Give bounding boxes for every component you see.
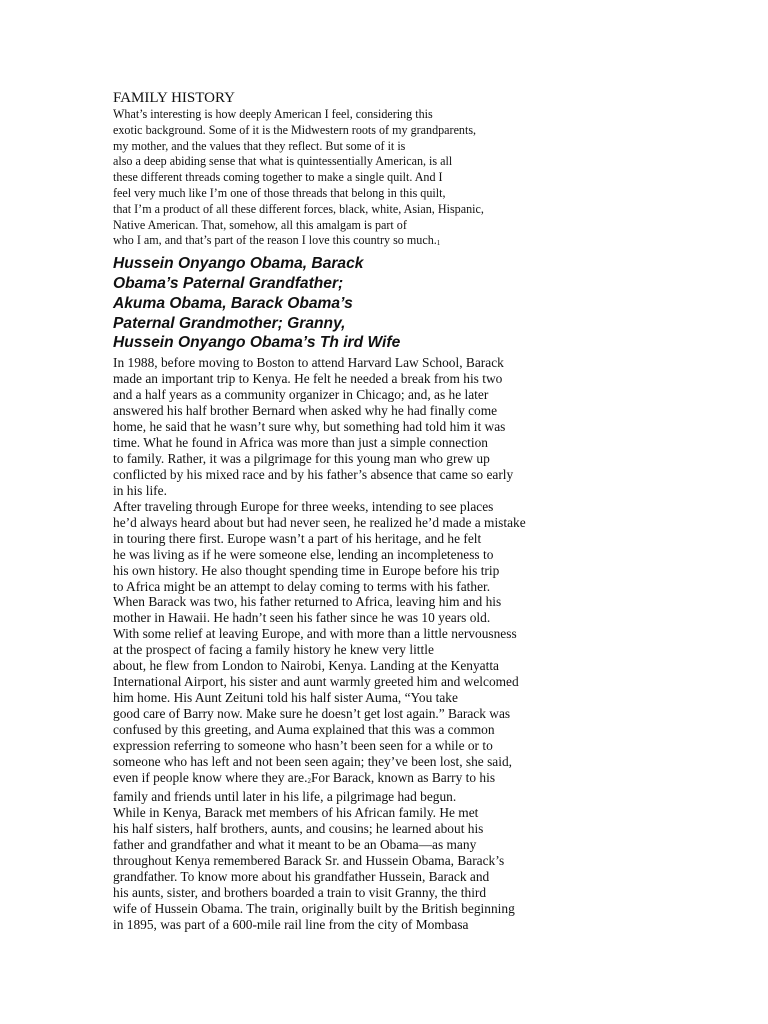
- body-line: mother in Hawaii. He hadn’t seen his father since he was 10 years old.: [113, 610, 491, 626]
- body-line: his own history. He also thought spending time in Europe before his trip: [113, 562, 500, 578]
- body-line: in touring there first. Europe wasn’t a part of his heritage, and he felt: [113, 530, 482, 546]
- body-text: [113, 355, 553, 932]
- body-line: in his life.: [113, 482, 167, 498]
- intro-line: that I’m a product of all these different forces, black, white, Asian, Hispanic,: [113, 201, 484, 216]
- body-line-text: even if people know where they are.: [113, 769, 308, 785]
- body-line: throughout Kenya remembered Barack Sr. and Hussein Obama, Barack’s: [113, 852, 505, 868]
- intro-line: exotic background. Some of it is the Midwestern roots of my grandparents,: [113, 122, 477, 137]
- intro-line: also a deep abiding sense that what is quintessentially American, is all: [113, 154, 453, 169]
- body-line: When Barack was two, his father returned to Africa, leaving him and his: [113, 594, 502, 610]
- body-line: grandfather. To know more about his grandfather Hussein, Barack and: [113, 868, 490, 884]
- body-line: his half sisters, half brothers, aunts, and cousins; he learned about his: [113, 820, 484, 836]
- body-line-with-footnote: [113, 770, 553, 789]
- body-line: and a half years as a community organizer in Chicago; and, as he later: [113, 387, 489, 403]
- body-line: he’d always heard about but had never seen, he realized he’d made a mistake: [113, 514, 526, 530]
- body-line: answered his half brother Bernard when asked why he had finally come: [113, 403, 498, 419]
- intro-line: these different threads coming together to make a single quilt. And I: [113, 170, 443, 185]
- body-line: he was living as if he were someone else, lending an incompleteness to: [113, 546, 494, 562]
- intro-line-text: who I am, and that’s part of the reason I love this country so much.: [113, 233, 437, 248]
- heading-line: Hussein Onyango Obama’s Th ird Wife: [113, 334, 401, 352]
- body-line: home, he said that he wasn’t sure why, but something had told him it was: [113, 418, 506, 434]
- body-line: at the prospect of facing a family history he knew very little: [113, 642, 434, 658]
- chapter-heading: [113, 254, 553, 353]
- body-line: International Airport, his sister and aunt warmly greeted him and welcomed: [113, 674, 519, 690]
- heading-line: Akuma Obama, Barack Obama’s: [113, 294, 353, 312]
- body-line: father and grandfather and what it meant to be an Obama—as many: [113, 836, 477, 852]
- body-line: After traveling through Europe for three weeks, intending to see places: [113, 498, 494, 514]
- intro-line: Native American. That, somehow, all this amalgam is part of: [113, 217, 407, 232]
- body-line: With some relief at leaving Europe, and with more than a little nervousness: [113, 626, 517, 642]
- heading-line: Hussein Onyango Obama, Barack: [113, 255, 364, 273]
- body-line: good care of Barry now. Make sure he doesn’t get lost again.” Barack was: [113, 706, 511, 722]
- body-line: family and friends until later in his life, a pilgrimage had begun.: [113, 788, 457, 804]
- body-line: expression referring to someone who hasn’t been seen for a while or to: [113, 738, 493, 754]
- body-line: to Africa might be an attempt to delay coming to terms with his father.: [113, 578, 491, 594]
- body-line: in 1895, was part of a 600-mile rail line from the city of Mombasa: [113, 916, 469, 932]
- body-line: him home. His Aunt Zeituni told his half sister Auma, “You take: [113, 690, 458, 706]
- intro-quote: [113, 107, 553, 251]
- footnote-marker-2: 2: [307, 776, 311, 785]
- body-line: confused by this greeting, and Auma explained that this was a common: [113, 722, 495, 738]
- body-line: made an important trip to Kenya. He felt he needed a break from his two: [113, 371, 503, 387]
- footnote-marker-1: 1: [436, 239, 441, 248]
- body-line-text-tail: For Barack, known as Barry to his: [310, 769, 496, 785]
- body-line: In 1988, before moving to Boston to attend Harvard Law School, Barack: [113, 355, 504, 371]
- intro-line: feel very much like I’m one of those threads that belong in this quilt,: [113, 185, 446, 200]
- section-title: FAMILY HISTORY: [113, 90, 235, 106]
- body-line: conflicted by his mixed race and by his father’s absence that came so early: [113, 466, 514, 482]
- heading-line: Obama’s Paternal Grandfather;: [113, 274, 344, 292]
- body-line: time. What he found in Africa was more than just a simple connection: [113, 434, 488, 450]
- body-line: to family. Rather, it was a pilgrimage for this young man who grew up: [113, 450, 490, 466]
- document-page: [113, 90, 553, 932]
- body-line: While in Kenya, Barack met members of his African family. He met: [113, 804, 479, 820]
- body-line: someone who has left and not been seen again; they’ve been lost, she said,: [113, 753, 512, 769]
- heading-line: Paternal Grandmother; Granny,: [113, 314, 346, 332]
- body-line: wife of Hussein Obama. The train, originally built by the British beginning: [113, 900, 515, 916]
- body-line: about, he flew from London to Nairobi, Kenya. Landing at the Kenyatta: [113, 658, 499, 674]
- intro-line-last: [113, 233, 553, 251]
- intro-line: What’s interesting is how deeply American I feel, considering this: [113, 107, 433, 121]
- intro-line: my mother, and the values that they reflect. But some of it is: [113, 138, 406, 153]
- body-line: his aunts, sister, and brothers boarded a train to visit Granny, the third: [113, 884, 487, 900]
